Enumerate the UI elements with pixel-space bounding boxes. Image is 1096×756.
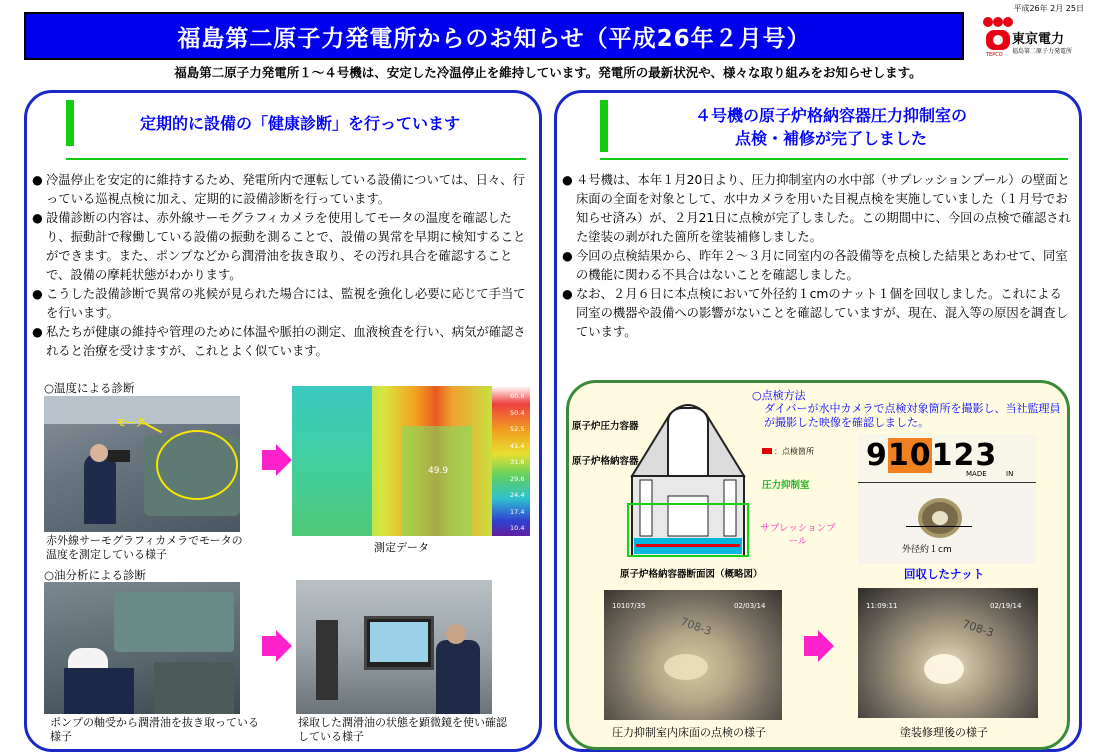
nut-caption: 回収したナット [904, 567, 985, 581]
scale-tick: 50.4 [510, 408, 525, 417]
arrow-right-icon [804, 630, 834, 662]
thermo-color-scale [492, 386, 530, 536]
video2-stamp: 11:09:11 [866, 602, 898, 610]
pump-photo-caption: ポンプの軸受から潤滑油を抜き取っている様子 [50, 716, 259, 743]
after-repair-caption: 塗装修理後の様子 [900, 726, 988, 739]
ruler-number: 3 [975, 438, 998, 473]
containment-diagram [618, 396, 758, 566]
scale-tick: 10.4 [510, 524, 525, 532]
nut-size-label: 外径約１cm [902, 545, 952, 555]
arrow-right-icon [262, 630, 292, 662]
right-heading [616, 104, 1046, 150]
bullet-icon: ● [562, 249, 573, 263]
video2-mark: 708-3 [960, 617, 996, 640]
left-heading-underline [66, 158, 526, 160]
thermography-photo [44, 396, 240, 532]
right-bullet-1: ● ４号機は、本年１月20日より、圧力抑制室内の水中部（サプレッションプール）の壁面と床面の全面を対象として、水中カメラを用いた目視点検を実施していました（１月号でお知らせ済み）が、２月21日に点検が完了しました。この期間中に、今回の点検で確認された塗装の剥がれた箇所を塗装補修しました。 [562, 173, 1071, 244]
ruler-number: 1 [931, 438, 954, 473]
label-suppression-chamber: 圧力抑制室 [762, 480, 810, 491]
page-subtitle: 福島第二原子力発電所１～４号機は、安定した冷温停止を維持しています。発電所の最新状況や、様々な取り組みをお知らせします。 [174, 65, 922, 80]
label-containment: 原子炉格納容器 [572, 456, 639, 467]
tepco-emblem-icon [982, 16, 1014, 52]
method-title: ○点検方法 [752, 389, 806, 402]
method-text: ダイバーが水中カメラで点検対象箇所を撮影し、当社監理員が撮影した映像を確認しました。 [764, 402, 1061, 429]
section-temperature-label: ○温度による診断 [44, 381, 135, 395]
left-bullet-2: ● 設備診断の内容は、赤外線サーモグラフィカメラを使用してモータの温度を確認したり、振動計で稼働している設備の振動を測ることで、設備の異常を早期に検知することができます。また、ポンプなどから潤滑油を抜き取り、その汚れ具合を確認することで、設備の摩耗状態がわかります。 [32, 211, 526, 282]
diagram-caption: 原子炉格納容器断面図（概略図） [620, 569, 763, 580]
scale-tick: 41.4 [510, 441, 525, 450]
nut-object [918, 498, 962, 538]
logo-company-name: 東京電力 [1012, 32, 1065, 47]
ruler-number: 2 [953, 438, 976, 473]
label-suppression-pool: サプレッションプール [760, 523, 836, 547]
scale-tick: 24.4 [510, 491, 525, 499]
section-oil-label: ○油分析による診断 [44, 568, 147, 582]
right-bullet-3: ● なお、２月６日に本点検において外径約１cmのナット１個を回収しました。これによる同室の機器や設備への影響がないことを確認していますが、現在、混入等の原因を調査しています。 [562, 287, 1068, 339]
right-bullet-list [562, 171, 1074, 342]
thermography-image [292, 386, 492, 536]
ruler-made-text: MADE [966, 470, 987, 478]
video1-mark: 708-3 [678, 614, 714, 639]
scale-tick: 31.6 [510, 458, 525, 466]
right-heading-bar [600, 100, 608, 152]
label-check-point: ：点検箇所 [774, 447, 814, 456]
bullet-icon: ● [562, 173, 573, 187]
motor-label: モータ [116, 418, 146, 429]
page-title: 福島第二原子力発電所からのお知らせ（平成26年２月号） [177, 25, 811, 52]
left-heading-bar [66, 100, 74, 146]
scale-tick: 17.4 [510, 507, 525, 516]
bullet-icon: ● [562, 287, 573, 301]
check-point-legend-icon [762, 448, 772, 454]
bullet-icon: ● [32, 173, 43, 187]
after-repair-video [858, 588, 1038, 718]
left-bullet-4: ● 私たちが健康の維持や管理のために体温や脈拍の測定、血液検査を行い、病気が確認されると治療を受けますが、これとよく似ています。 [32, 325, 526, 358]
bullet-icon: ● [32, 211, 43, 225]
ruler-number: 9 [866, 438, 888, 473]
right-heading-underline [600, 158, 1068, 160]
arrow-right-icon [262, 444, 292, 476]
left-heading: 定期的に設備の「健康診断」を行っています [139, 114, 460, 133]
right-heading-line1: ４号機の原子炉格納容器圧力抑制室の [694, 106, 967, 125]
right-bullet-2: ● 今回の点検結果から、昨年２～３月に同室内の各設備等を点検した結果とあわせて、同室の機能に関わる不具合はないことを確認しました。 [562, 249, 1068, 282]
issue-date: 平成26年 2月 25日 [1013, 4, 1084, 13]
scale-tick: 29.6 [510, 474, 525, 483]
pump-oil-sampling-photo [44, 582, 240, 714]
thermo-data-caption: 測定データ [374, 541, 429, 554]
ruler-number: 10 [887, 438, 932, 473]
floor-video-caption: 圧力抑制室内床面の点検の様子 [612, 726, 766, 739]
ruler-in-text: IN [1006, 470, 1014, 478]
logo-tepco-text: TEPCO [986, 52, 1003, 58]
video1-date: 02/03/14 [734, 602, 766, 610]
bullet-icon: ● [32, 287, 43, 301]
nut-photo [858, 434, 1036, 564]
video1-stamp: 10107/35 [612, 602, 646, 610]
thermography-photo-caption: 赤外線サーモグラフィカメラでモータの温度を測定している様子 [46, 534, 243, 561]
microscope-photo [296, 580, 492, 714]
left-bullet-3: ● こうした設備診断で異常の兆候が見られた場合には、監視を強化し必要に応じて手当てを行います。 [32, 287, 526, 320]
floor-inspection-video [604, 590, 782, 720]
left-bullet-list [32, 171, 534, 361]
bullet-icon: ● [32, 325, 43, 339]
right-heading-line2: 点検・補修が完了しました [734, 129, 927, 148]
page-title-banner [24, 12, 964, 60]
thermo-reading: 49.9 [428, 466, 449, 476]
scale-tick: 60.8 [510, 392, 525, 400]
scale-tick: 52.5 [510, 425, 525, 433]
label-reactor-vessel: 原子炉圧力容器 [572, 421, 639, 432]
video2-date: 02/19/14 [990, 602, 1022, 610]
logo-plant-name: 福島第二原子力発電所 [1012, 48, 1073, 55]
left-bullet-1: ● 冷温停止を安定的に維持するため、発電所内で運転している設備については、日々、行っている巡視点検に加え、定期的に設備診断を行っています。 [32, 173, 525, 206]
microscope-photo-caption: 採取した潤滑油の状態を顕微鏡を使い確認している様子 [298, 716, 507, 743]
